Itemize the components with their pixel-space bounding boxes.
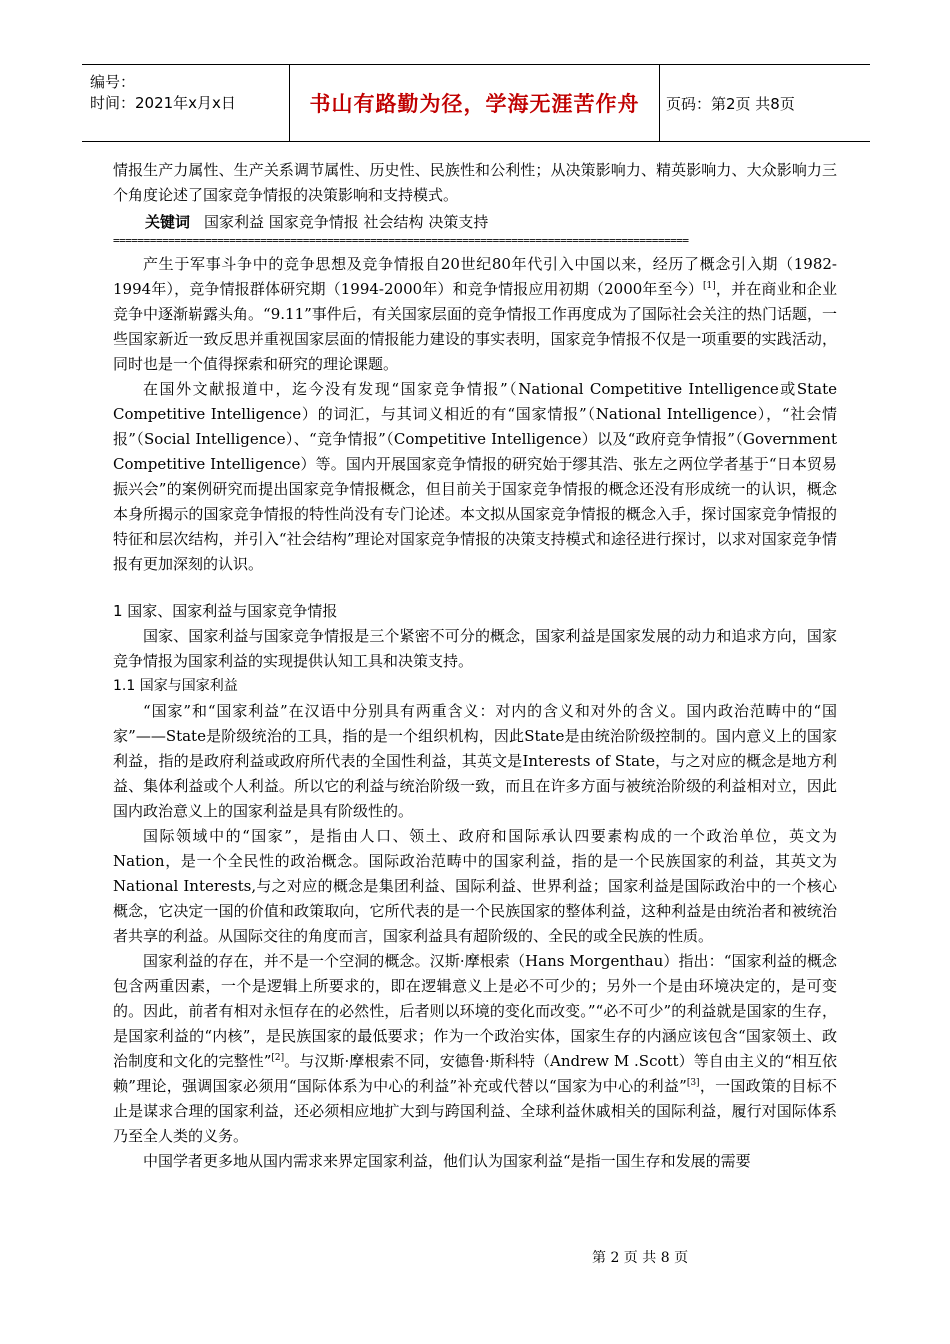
header-page-info <box>658 65 870 141</box>
intro-paragraph: 在国外文献报道中，迄今没有发现“国家竞争情报”（National Competitive Intelligence或State Competitive Intelligence）的词汇，与其词义相近的有“国家情报”（National Intelligence），“社会情报”（Social Intelligence）、“竞争情报”（Competitive Intelligence）以及“政府竞争情报”（Government Competitive Intelligence）等。国内开展国家竞争情报的研究始于缪其浩、张左之两位学者基于“日本贸易振兴会”的案例研究而提出国家竞争情报概念，但目前关于国家竞争情报的概念还没有形成统一的认识，概念本身所揭示的国家竞争情报的特性尚没有专门论述。本文拟从国家竞争情报的概念入手，探讨国家竞争情报的特征和层次结构，并引入“社会结构”理论对国家竞争情报的决策支持模式和途径进行探讨，以求对国家竞争情报有更加深刻的认识。 <box>113 380 837 573</box>
citation: [2] <box>271 1053 285 1063</box>
document-body <box>113 158 837 1174</box>
body-paragraph: 国家利益的存在，并不是一个空洞的概念。汉斯·摩根索（Hans Morgenthau）指出：“国家利益的概念包含两重因素，一个是逻辑上所要求的，即在逻辑意义上是必不可少的；另外一个是由环境决定的，是可变的。因此，前者有相对永恒存在的必然性，后者则以环境的变化而改变。”“必不可少”的利益就是国家的生存，是国家利益的“内核”，是民族国家的最低要求；作为一个政治实体，国家生存的内涵应该包含“国家领土、政治制度和文化的完整性”[2]。与汉斯·摩根索不同，安德鲁·斯科特（Andrew M .Scott）等自由主义的“相互依赖”理论，强调国家必须用“国际体系为中心的利益”补充或代替以“国家为中心的利益”[3]，一国政策的目标不止是谋求合理的国家利益，还必须相应地扩大到与跨国利益、全球利益休戚相关的国际利益，履行对国际体系乃至全人类的义务。 <box>113 952 837 1145</box>
page-header <box>82 64 870 142</box>
motto: 书山有路勤为径，学海无涯苦作舟 <box>309 92 640 116</box>
section-heading: 1 国家、国家利益与国家竞争情报 <box>113 602 338 620</box>
document-date: 时间：2021年x月x日 <box>90 94 236 112</box>
keywords: 国家利益 国家竞争情报 社会结构 决策支持 <box>204 213 489 231</box>
page-footer: 第 2 页 共 8 页 <box>592 1250 689 1266</box>
header-meta <box>82 65 282 141</box>
section-paragraph: 国家、国家利益与国家竞争情报是三个紧密不可分的概念，国家利益是国家发展的动力和追求方向，国家竞争情报为国家利益的实现提供认知工具和决策支持。 <box>113 627 837 670</box>
body-paragraph: 国际领域中的“国家”，是指由人口、领土、政府和国际承认四要素构成的一个政治单位，英文为Nation，是一个全民性的政治概念。国际政治范畴中的国家利益，指的是一个民族国家的利益，其英文为National Interests,与之对应的概念是集团利益、国际利益、世界利益；国家利益是国际政治中的一个核心概念，它决定一国的价值和政策取向，它所代表的是一个民族国家的整体利益，这种利益是由统治者和被统治者共享的利益。从国际交往的角度而言，国家利益具有超阶级的、全民的或全民族的性质。 <box>113 827 837 945</box>
header-motto-cell <box>289 65 660 141</box>
keywords-label: 关键词 <box>145 213 191 231</box>
citation: [3] <box>686 1078 700 1088</box>
intro-paragraph: 产生于军事斗争中的竞争思想及竞争情报自20世纪80年代引入中国以来，经历了概念引入期（1982-1994年），竞争情报群体研究期（1994-2000年）和竞争情报应用初期（2000年至今）[1]，并在商业和企业竞争中逐渐崭露头角。“9.11”事件后，有关国家层面的竞争情报工作再度成为了国际社会关注的热门话题，一些国家新近一致反思并重视国家层面的情报能力建设的事实表明，国家竞争情报不仅是一项重要的实践活动，同时也是一个值得探索和研究的理论课题。 <box>113 255 837 373</box>
keywords-line <box>113 210 837 234</box>
body-paragraph: “国家”和“国家利益”在汉语中分别具有两重含义：对内的含义和对外的含义。国内政治范畴中的“国家”——State是阶级统治的工具，指的是一个组织机构，因此State是由统治阶级控制的。国内意义上的国家利益，指的是政府利益或政府所代表的全国性利益，其英文是Interests of State，与之对应的概念是地方利益、集体利益或个人利益。所以它的利益与统治阶级一致，而且在许多方面与被统治阶级的利益相对立，因此国内政治意义上的国家利益是具有阶级性的。 <box>113 702 837 820</box>
subsection-heading: 1.1 国家与国家利益 <box>113 678 238 694</box>
separator-line: ============================================================================================== <box>113 234 689 247</box>
page-number: 页码：第2页 共8页 <box>666 94 795 113</box>
document-number: 编号： <box>90 73 136 91</box>
abstract-tail: 情报生产力属性、生产关系调节属性、历史性、民族性和公利性；从决策影响力、精英影响力、大众影响力三个角度论述了国家竞争情报的决策影响和支持模式。 <box>113 161 837 204</box>
body-paragraph: 中国学者更多地从国内需求来界定国家利益，他们认为国家利益“是指一国生存和发展的需要 <box>143 1152 751 1170</box>
